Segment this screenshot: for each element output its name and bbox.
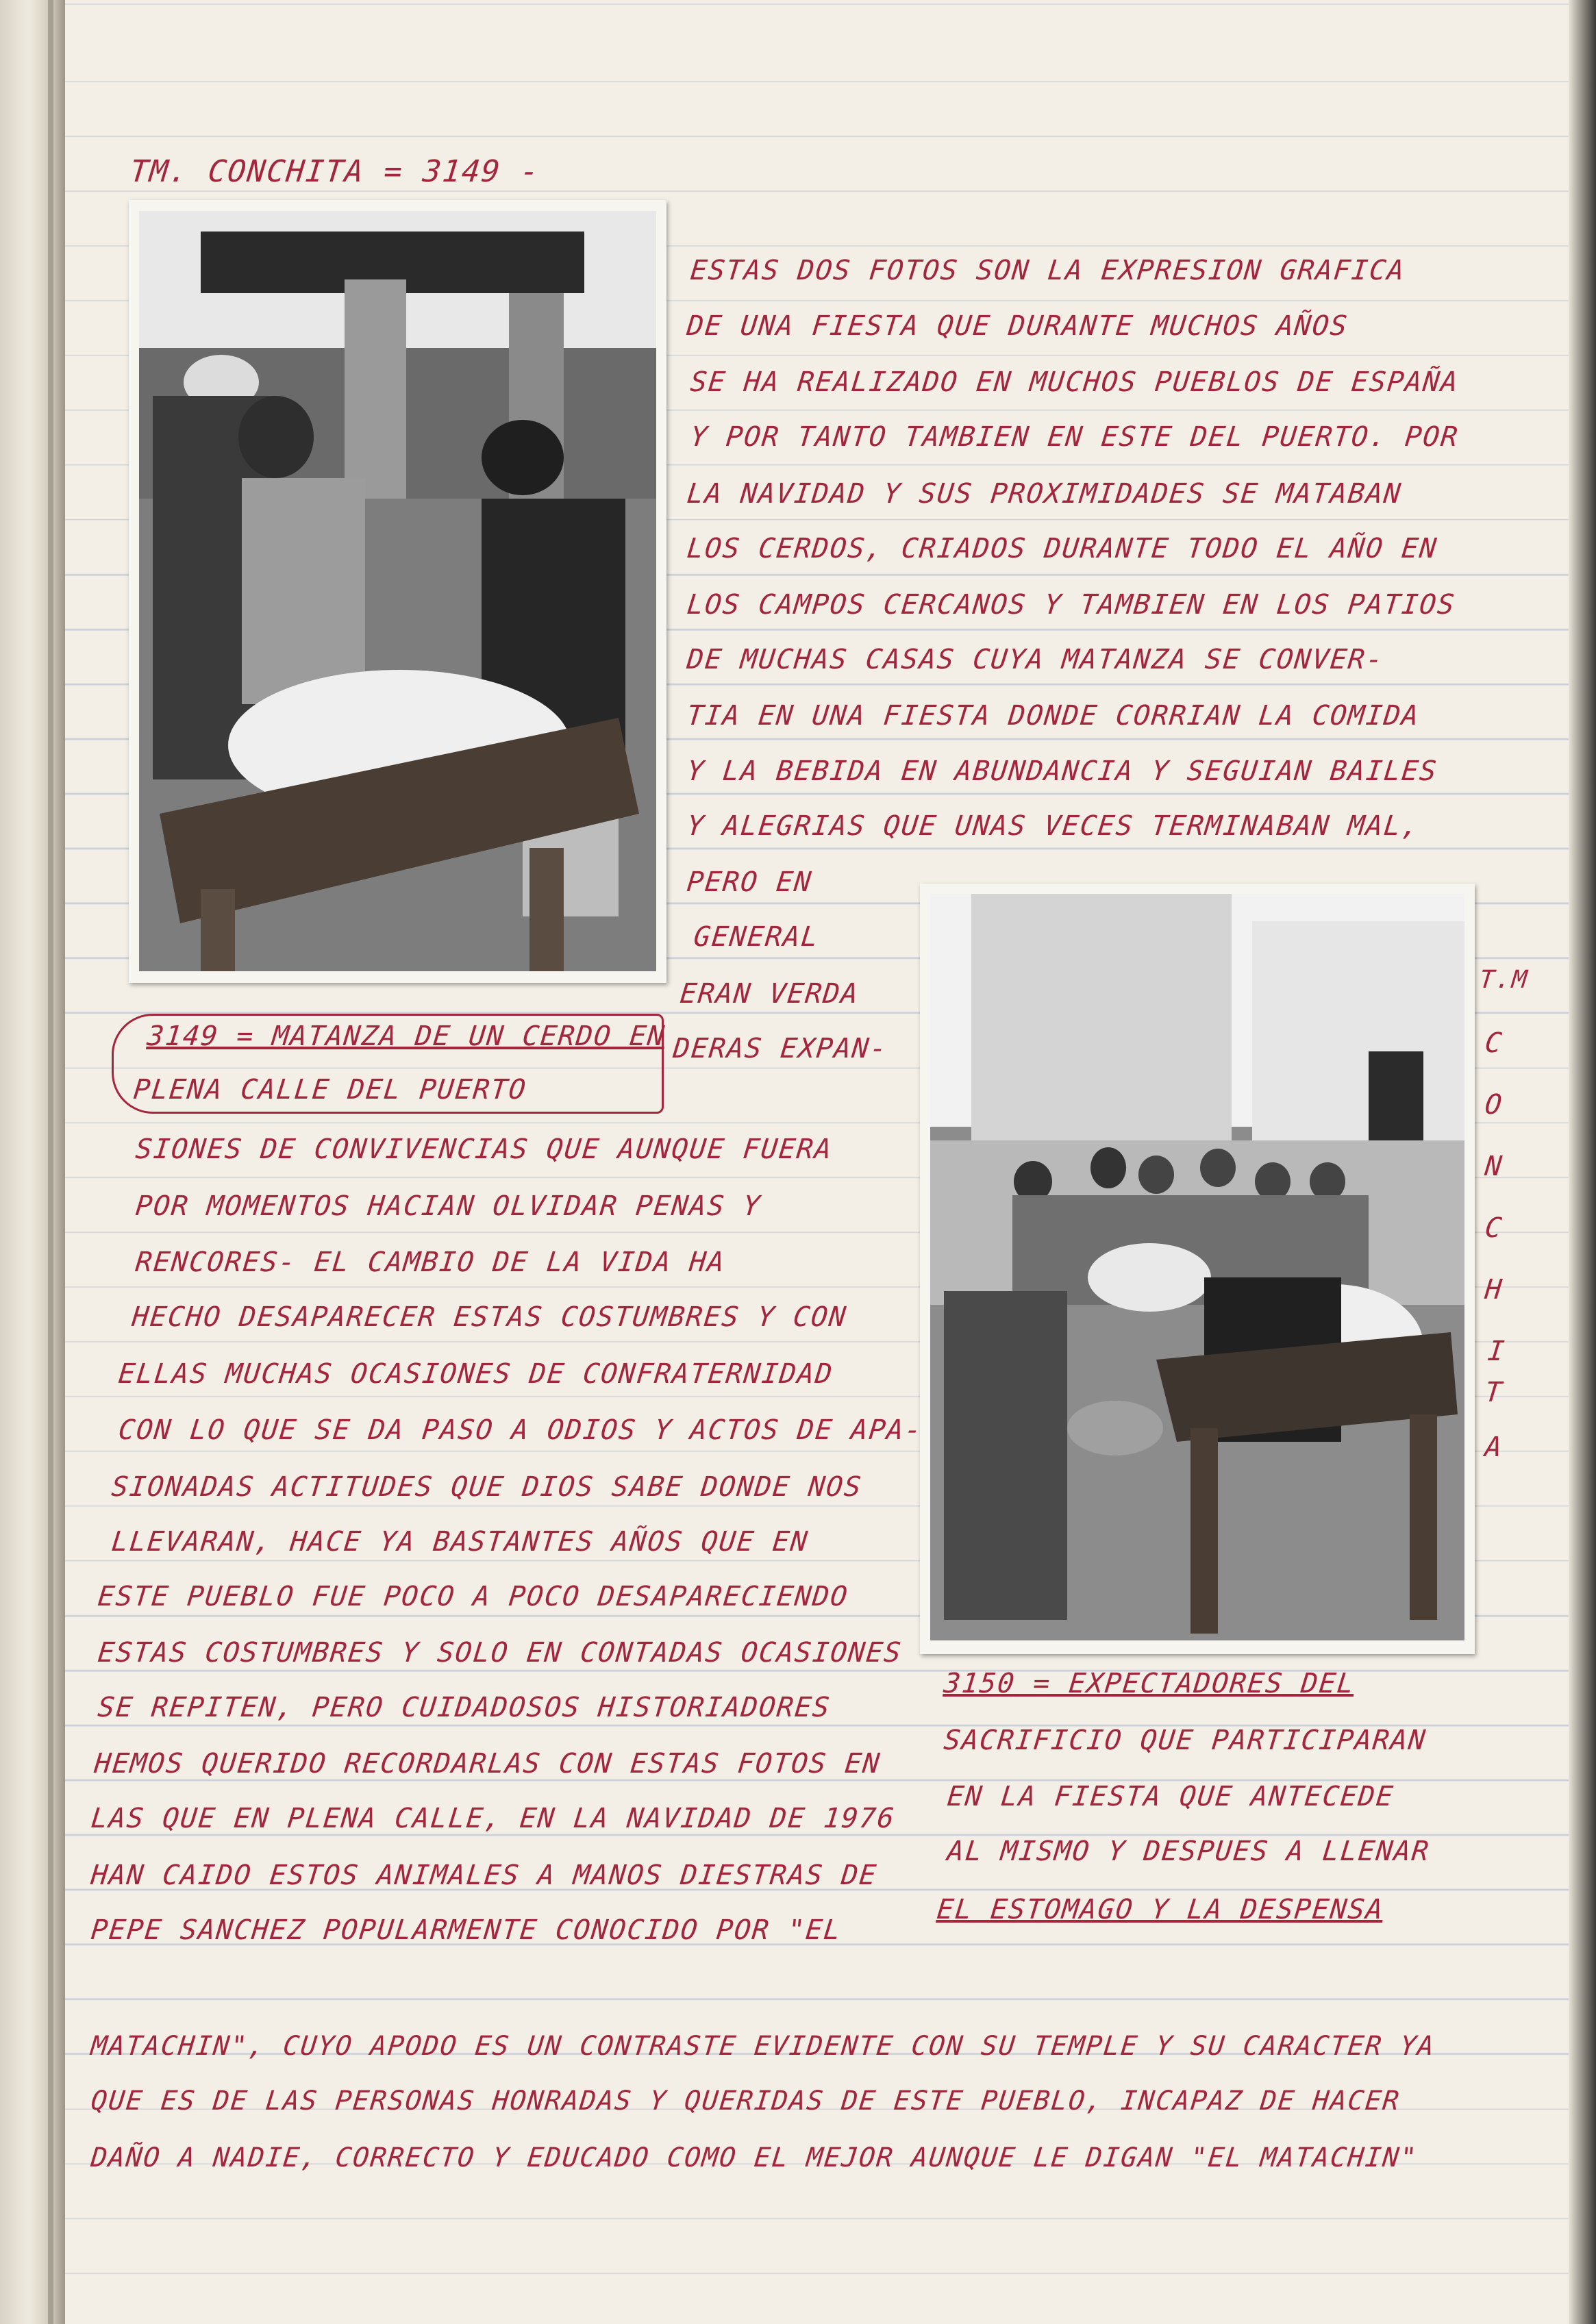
- text-line: ESTAS COSTUMBRES Y SOLO EN CONTADAS OCASIONES: [96, 1637, 904, 1669]
- text-line: HEMOS QUERIDO RECORDARLAS CON ESTAS FOTOS EN: [92, 1748, 883, 1779]
- caption-3150-line2: SACRIFICIO QUE PARTICIPARAN: [942, 1725, 1428, 1756]
- text-line: Y POR TANTO TAMBIEN EN ESTE DEL PUERTO. POR: [688, 421, 1460, 453]
- text-line: LAS QUE EN PLENA CALLE, EN LA NAVIDAD DE 1976: [89, 1803, 897, 1834]
- text-line: ERAN VERDA: [678, 978, 861, 1010]
- text-line: GENERAL: [692, 921, 821, 953]
- text-line: LOS CERDOS, CRIADOS DURANTE TODO EL AÑO EN: [685, 533, 1439, 564]
- text-line: RENCORES- EL CAMBIO DE LA VIDA HA: [134, 1247, 727, 1278]
- text-line: TIA EN UNA FIESTA DONDE CORRIAN LA COMIDA: [685, 700, 1421, 732]
- text-line: DE MUCHAS CASAS CUYA MATANZA SE CONVER-: [685, 644, 1386, 675]
- photo-3149: [129, 200, 666, 983]
- text-line: PEPE SANCHEZ POPULARMENTE CONOCIDO POR "EL: [89, 1914, 843, 1946]
- side-label-letter: O: [1483, 1089, 1505, 1121]
- text-line: DAÑO A NADIE, CORRECTO Y EDUCADO COMO EL MEJOR AUNQUE LE DIGAN "EL MATACHIN": [89, 2142, 1419, 2173]
- side-label-letter: I: [1486, 1336, 1508, 1367]
- side-label-letter: H: [1483, 1274, 1505, 1305]
- text-line: DE UNA FIESTA QUE DURANTE MUCHOS AÑOS: [685, 310, 1350, 342]
- side-label-letter: C: [1483, 1212, 1505, 1244]
- text-line: ESTAS DOS FOTOS SON LA EXPRESION GRAFICA: [688, 255, 1407, 286]
- text-line: HAN CAIDO ESTOS ANIMALES A MANOS DIESTRAS DE: [89, 1860, 880, 1891]
- text-line: MATACHIN", CUYO APODO ES UN CONTRASTE EVIDENTE CON SU TEMPLE Y SU CARACTER YA: [89, 2031, 1437, 2062]
- text-line: QUE ES DE LAS PERSONAS HONRADAS Y QUERIDAS DE ESTE PUEBLO, INCAPAZ DE HACER: [89, 2086, 1402, 2116]
- side-label-letter: A: [1483, 1432, 1505, 1463]
- text-line: DERAS EXPAN-: [671, 1033, 890, 1064]
- text-line: POR MOMENTOS HACIAN OLVIDAR PENAS Y: [134, 1190, 763, 1222]
- text-line: LA NAVIDAD Y SUS PROXIMIDADES SE MATABAN: [685, 478, 1404, 510]
- text-line: Y LA BEBIDA EN ABUNDANCIA Y SEGUIAN BAILES: [685, 755, 1439, 787]
- photo-3150-image: [930, 894, 1464, 1640]
- text-line: LOS CAMPOS CERCANOS Y TAMBIEN EN LOS PATIOS: [685, 589, 1457, 621]
- text-line: CON LO QUE SE DA PASO A ODIOS Y ACTOS DE APA-: [116, 1414, 925, 1446]
- side-label-letter: N: [1483, 1151, 1505, 1182]
- caption-3149-line2: PLENA CALLE DEL PUERTO: [132, 1074, 529, 1105]
- text-line: ESTE PUEBLO FUE POCO A POCO DESAPARECIENDO: [96, 1581, 850, 1612]
- text-line: HECHO DESAPARECER ESTAS COSTUMBRES Y CON: [130, 1301, 849, 1333]
- notebook-binding: [0, 0, 65, 2324]
- caption-3150-line3: EN LA FIESTA QUE ANTECEDE: [945, 1781, 1396, 1812]
- caption-3150-line4: AL MISMO Y DESPUES A LLENAR: [945, 1836, 1432, 1867]
- photo-3150: [920, 884, 1475, 1654]
- page-edge: [1569, 0, 1596, 2324]
- text-line: PERO EN: [685, 866, 814, 898]
- caption-3150-line5: EL ESTOMAGO Y LA DESPENSA: [935, 1894, 1386, 1925]
- text-line: ELLAS MUCHAS OCASIONES DE CONFRATERNIDAD: [116, 1358, 835, 1390]
- caption-3149-line1: 3149 = MATANZA DE UN CERDO EN: [145, 1021, 667, 1052]
- text-line: SE REPITEN, PERO CUIDADOSOS HISTORIADORES: [96, 1692, 832, 1723]
- side-label-letter: C: [1483, 1027, 1505, 1059]
- side-label-letter: T.M: [1477, 966, 1530, 994]
- binding-edge: [48, 0, 53, 2324]
- text-line: SE HA REALIZADO EN MUCHOS PUEBLOS DE ESPAÑA: [688, 366, 1460, 398]
- caption-3150-line1: 3150 = EXPECTADORES DEL: [942, 1668, 1357, 1699]
- text-line: LLEVARAN, HACE YA BASTANTES AÑOS QUE EN: [110, 1526, 810, 1558]
- photo-3149-image: [139, 211, 656, 971]
- text-line: Y ALEGRIAS QUE UNAS VECES TERMINABAN MAL,: [685, 810, 1421, 842]
- text-line: SIONES DE CONVIVENCIAS QUE AUNQUE FUERA: [134, 1134, 834, 1165]
- catalog-code: TM. CONCHITA = 3149 -: [128, 154, 542, 189]
- text-line: SIONADAS ACTITUDES QUE DIOS SABE DONDE NOS: [110, 1471, 864, 1503]
- side-label-letter: T: [1483, 1377, 1505, 1408]
